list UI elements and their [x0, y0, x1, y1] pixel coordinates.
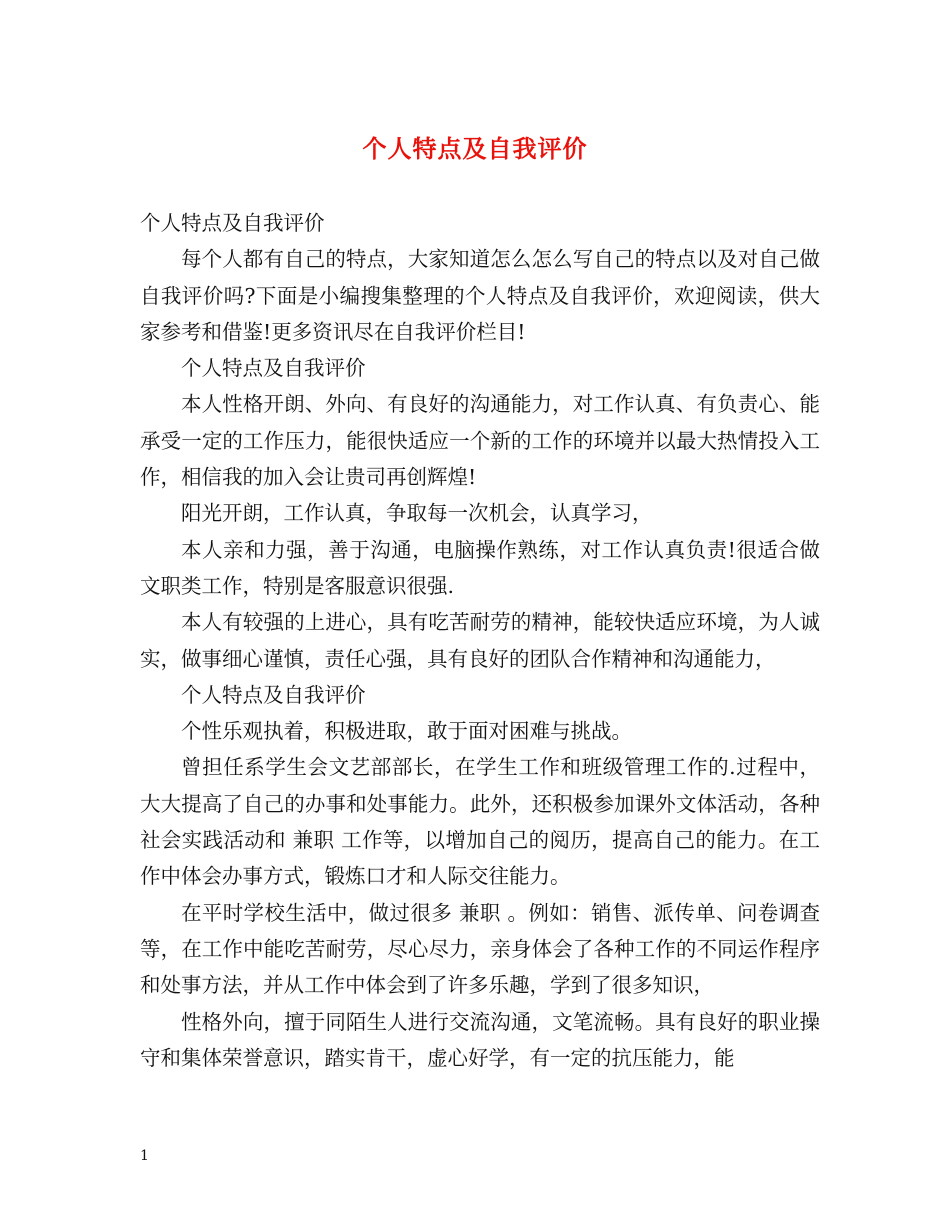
paragraph: 本人性格开朗、外向、有良好的沟通能力，对工作认真、有负责心、能承受一定的工作压力，能很快适应一个新的工作的环境并以最大热情投入工作，相信我的加入会让贵司再创辉煌! [140, 392, 820, 490]
paragraph: 个人特点及自我评价 [140, 211, 325, 235]
paragraph: 本人有较强的上进心，具有吃苦耐劳的精神，能较快适应环境，为人诚实，做事细心谨慎，责任心强，具有良好的团队合作精神和沟通能力， [140, 610, 820, 671]
paragraph: 在平时学校生活中，做过很多 兼职 。例如：销售、派传单、问卷调查等，在工作中能吃苦耐劳，尽心尽力，亲身体会了各种工作的不同运作程序和处事方法，并从工作中体会到了许多乐趣，学到了很多知识， [140, 900, 820, 998]
paragraph: 曾担任系学生会文艺部部长，在学生工作和班级管理工作的.过程中，大大提高了自己的办事和处事能力。此外，还积极参加课外文体活动，各种社会实践活动和 兼职 工作等，以增加自己的阅历，提高自己的能力。在工作中体会办事方式，锻炼口才和人际交往能力。 [140, 755, 820, 889]
paragraph: 个人特点及自我评价 [181, 356, 366, 381]
paragraph: 个性乐观执着，积极进取，敢于面对困难与挑战。 [181, 719, 632, 744]
paragraph: 本人亲和力强，善于沟通，电脑操作熟练，对工作认真负责!很适合做文职类工作，特别是客服意识很强. [140, 537, 820, 598]
document-title: 个人特点及自我评价 [362, 134, 588, 163]
paragraph: 阳光开朗，工作认真，争取每一次机会，认真学习， [181, 501, 653, 526]
paragraph: 性格外向，擅于同陌生人进行交流沟通，文笔流畅。具有良好的职业操守和集体荣誉意识，踏实肯干，虚心好学，有一定的抗压能力，能 [140, 1009, 820, 1070]
document-body [140, 205, 820, 1076]
paragraph: 每个人都有自己的特点，大家知道怎么怎么写自己的特点以及对自己做自我评价吗?下面是小编搜集整理的个人特点及自我评价，欢迎阅读，供大家参考和借鉴!更多资讯尽在自我评价栏目! [140, 247, 820, 344]
paragraph: 个人特点及自我评价 [181, 682, 366, 707]
page-number: 1 [140, 1148, 149, 1164]
